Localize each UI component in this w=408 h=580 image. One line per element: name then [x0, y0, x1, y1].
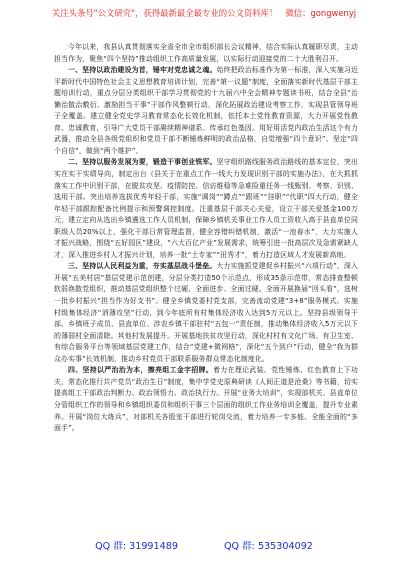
paragraph-section-2	[54, 157, 358, 261]
section-heading-4: 四、坚持以严治治为本，擦亮组工金字招牌。	[68, 366, 214, 375]
section-heading-3: 三、坚持以人民利益为重，夯实基层战斗堡垒。	[68, 262, 217, 271]
banner-wechat-text: 微信：gongwenyj	[285, 8, 357, 18]
document-body	[54, 42, 358, 524]
paragraph-section-4	[54, 365, 358, 434]
banner-promo-text: 关注头条号"公文研究"，获得最新最全最专业的公文资料库！	[51, 8, 278, 18]
footer-qq-group-2: QQ 群: 535304092	[223, 541, 313, 552]
paragraph-section-1	[54, 65, 358, 157]
section-heading-1: 一、坚持以政治建设为首，锤牢对党忠诚之魂。	[68, 66, 217, 75]
paragraph-intro	[54, 42, 358, 65]
header-banner	[0, 8, 408, 19]
paragraph-text: 今年以来，我县认真贯彻落实全省全市全市组织部长会议精神，结合实际认真履职尽责，主动担当作为，聚焦“四个坚持”推动组织工作高质量发展，以实际行动迎接党的二十大胜利召开。	[54, 43, 358, 63]
paragraph-text: 始终把政治标准作为第一标准，深入实施习近平新时代中国特色社会主义思想教育培训计划，完善“第一议题”制度，全面落实新时代基层干部主题培训行动，重点分层分类组织干部学习贯彻党的十九届六中全会精神专题读书班，结合全县“治懒治散治敷衍、激励担当干事”干部作风整顿行动，深化拓展政治建设考察工作，实现县管领导班子全覆盖。建立健全党史学习教育常态化长效化机制，依托本土党性教育资源，大力开展党性教育、忠诚教育，引导广大党员干部赓续精神谱系、传承红色基因。用好用活党内政治生活这个有力武器，推动全县各级党组织和党员干部不断锤炼鲜明的政治品格，自觉增强“四个意识”、坚定“四个自信”，做到“两个维护”。	[54, 66, 358, 155]
footer-qq-group-1: QQ 群: 31991489	[95, 541, 178, 552]
footer-contact	[0, 540, 408, 553]
paragraph-text: 大力实施抓党建促乡村振兴“六项行动”，深入开展“五美村居”基层党建示范创建，分层分类打造50个示范点，形成35条示范带，常态排查整顿软弱涣散党组织，推动基层党组织整个过硬、全面进步、全面过硬。全面开展换届“回头看”，选树一批乡村振兴“担当作为好支书”。健全乡镇党委村党支部，完善流动党建“3+8”服务模式。实施村级集体经济“消薄攻坚”行动，到今年底所有村集体经济收入达到5万元以上。坚持县级领导干部、乡镇班子成员、县直单位、涉农乡镇干部驻村“五包一”责任制，推动集体经济收入5万元以下的薄弱村全面清除。其他村发展提升。开展基地扶贫攻坚行动，深化村村有文化广场、有卫生室、有综合服务平台等领域基层党建工作，结合“党建+微网格”，深化“五个到户”行动，健全“我为群众办实事”长效机制，推动乡村党员干部联系服务群众常态化制度化。	[54, 262, 358, 363]
paragraph-section-3	[54, 261, 358, 365]
paragraph-text: 着力在理论武装、党性锤炼、红色教育上下功夫，常态化推行共产党员“政治生日”制度，集中学党史原典研读《人间正道是沧桑》等书籍，切实提高组工干部政治判断力、政治领悟力、政治执行力。开展“业务大培训”，实现部机关、县直单位分管组织工作的领导和乡镇组织委员和组织干事三个层面的组织工作业务培训全覆盖，提升专业素养。开展“岗位大练兵”，对部机关各股室干部进行轮岗交流，着力培养一专多能、全能全面的“多面手”。	[54, 366, 358, 433]
section-heading-2: 二、坚持以服务发展为要，锻造干事创业铁军。	[68, 158, 217, 167]
paragraph-text: 坚守组织路线服务政治路线的基本定位，突出实在实干实绩导向，制定出台《县关于在重点工作一线大力发现识别干部的实施办法》，在大抓抓落实工作中识别干部，在脱贫攻坚、疫情防控、信访维稳等急难险重任务一线甄别、考察、识别、选用干部。突出培养选拔优秀年轻干部，实施“调岗”“蹲点”“跟班”“挂职”“代职”四大行动，健全年轻干部跟踪配备比例提示和预警调控制度。注重基层干部关心关爱，设立干部关爱基金100万元，建立定向从选出乡镇遴选工作人员机制，保障乡镇机关事业工作人员工资收入高于县直单位同职级人员20%以上，强化干部日常管理监督，健全容错纠错机制，激活“一池春水”，大力实施人才振兴战略，围绕“五好园区”建设，“六大百亿产业”发展需求，统筹引进一批高层次及急需紧缺人才，深入推进乡村人才振兴计划，培养一批“土专家”“田秀才”，着力打造区域人才发展新高地。	[54, 158, 358, 259]
